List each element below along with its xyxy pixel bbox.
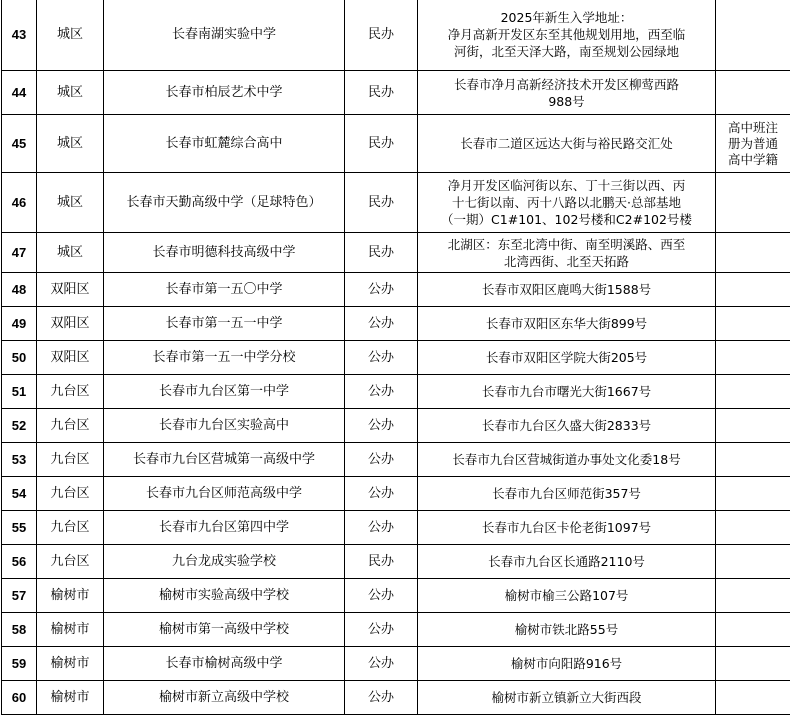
note-cell	[716, 71, 790, 115]
school-type-cell: 公办	[345, 341, 418, 375]
district-cell: 九台区	[37, 409, 104, 443]
row-number: 44	[2, 71, 37, 115]
district-cell: 城区	[37, 71, 104, 115]
address-cell	[418, 443, 716, 477]
school-name-cell: 长春市柏辰艺术中学	[104, 71, 345, 115]
school-name-cell: 长春南湖实验中学	[104, 0, 345, 71]
address-cell	[418, 613, 716, 647]
school-name-cell: 长春市九台区师范高级中学	[104, 477, 345, 511]
district-cell: 城区	[37, 233, 104, 273]
school-type-cell: 公办	[345, 443, 418, 477]
note-cell	[716, 477, 790, 511]
address-line: 长春市双阳区鹿鸣大街1588号	[481, 282, 652, 297]
school-type-cell: 公办	[345, 477, 418, 511]
note-cell	[716, 681, 790, 715]
note-cell	[716, 409, 790, 443]
note-cell	[716, 511, 790, 545]
address-line: 988号	[548, 93, 585, 109]
school-name-cell: 长春市九台区第四中学	[104, 511, 345, 545]
school-name-cell: 榆树市实验高级中学校	[104, 579, 345, 613]
row-number: 60	[2, 681, 37, 715]
row-number: 46	[2, 173, 37, 233]
address-cell	[418, 71, 716, 115]
note-cell	[716, 647, 790, 681]
address-line: 净月开发区临河街以东、丁十三街以西、丙	[447, 178, 686, 193]
district-cell: 双阳区	[37, 273, 104, 307]
address-line: 长春市双阳区东华大街899号	[485, 316, 648, 331]
row-number: 54	[2, 477, 37, 511]
district-cell: 九台区	[37, 511, 104, 545]
address-line: 榆树市向阳路916号	[510, 656, 623, 671]
table-row	[2, 173, 790, 233]
address-cell	[418, 681, 716, 715]
table-row	[2, 409, 790, 443]
address-line: 长春市九台区师范街357号	[492, 486, 641, 501]
address-line: 长春市九台区营城街道办事处文化委18号	[452, 452, 681, 467]
address-line: 榆树市铁北路55号	[514, 622, 619, 637]
note-cell	[716, 613, 790, 647]
note-cell	[716, 307, 790, 341]
note-cell	[716, 0, 790, 71]
row-number: 55	[2, 511, 37, 545]
table-row	[2, 71, 790, 115]
address-line: 长春市二道区远达大街与裕民路交汇处	[460, 136, 673, 151]
address-cell	[418, 409, 716, 443]
note-cell	[716, 173, 790, 233]
school-type-cell: 公办	[345, 613, 418, 647]
note-cell	[716, 375, 790, 409]
district-cell: 双阳区	[37, 307, 104, 341]
table-row	[2, 115, 790, 173]
school-type-cell: 公办	[345, 273, 418, 307]
row-number: 51	[2, 375, 37, 409]
note-cell	[716, 115, 790, 173]
table-row	[2, 477, 790, 511]
address-line: 河街，北至天泽大路，南至规划公园绿地	[453, 44, 679, 59]
table-row	[2, 307, 790, 341]
district-cell: 榆树市	[37, 613, 104, 647]
address-cell	[418, 341, 716, 375]
school-name-cell: 长春市九台区第一中学	[104, 375, 345, 409]
district-cell: 城区	[37, 115, 104, 173]
school-name-cell: 长春市明德科技高级中学	[104, 233, 345, 273]
school-name-cell: 长春市九台区实验高中	[104, 409, 345, 443]
table-row	[2, 511, 790, 545]
district-cell: 榆树市	[37, 681, 104, 715]
row-number: 45	[2, 115, 37, 173]
note-cell	[716, 545, 790, 579]
row-number: 57	[2, 579, 37, 613]
address-line: （一期）C1#101、102号楼和C2#102号楼	[441, 212, 692, 227]
school-name-cell: 长春市第一五一中学分校	[104, 341, 345, 375]
school-name-cell: 长春市九台区营城第一高级中学	[104, 443, 345, 477]
address-line: 十七街以南、丙十八路以北鹏天·总部基地	[452, 195, 681, 210]
row-number: 50	[2, 341, 37, 375]
row-number: 48	[2, 273, 37, 307]
address-line: 长春市九台区卡伦老街1097号	[481, 520, 652, 535]
address-cell	[418, 647, 716, 681]
district-cell: 城区	[37, 0, 104, 71]
school-type-cell: 民办	[345, 233, 418, 273]
school-type-cell: 民办	[345, 0, 418, 71]
note-cell	[716, 341, 790, 375]
table-row	[2, 613, 790, 647]
school-name-cell: 长春市第一五〇中学	[104, 273, 345, 307]
address-line: 2025年新生入学地址：	[500, 10, 633, 25]
school-list-table	[1, 0, 790, 715]
school-type-cell: 公办	[345, 681, 418, 715]
table-row	[2, 579, 790, 613]
row-number: 53	[2, 443, 37, 477]
note-line: 高中班注	[727, 119, 778, 135]
district-cell: 双阳区	[37, 341, 104, 375]
note-line: 册为普通	[727, 135, 778, 151]
row-number: 59	[2, 647, 37, 681]
table-row	[2, 273, 790, 307]
school-type-cell: 民办	[345, 173, 418, 233]
address-cell	[418, 477, 716, 511]
school-name-cell: 榆树市新立高级中学校	[104, 681, 345, 715]
address-line: 长春市九台市曙光大街1667号	[481, 384, 652, 399]
table-body	[2, 0, 790, 715]
address-line: 长春市九台区长通路2110号	[488, 554, 645, 569]
address-cell	[418, 545, 716, 579]
school-type-cell: 民办	[345, 71, 418, 115]
row-number: 58	[2, 613, 37, 647]
table-row	[2, 647, 790, 681]
row-number: 52	[2, 409, 37, 443]
address-cell	[418, 375, 716, 409]
table-row	[2, 233, 790, 273]
district-cell: 城区	[37, 173, 104, 233]
address-cell	[418, 511, 716, 545]
row-number: 47	[2, 233, 37, 273]
note-line: 高中学籍	[727, 151, 778, 167]
note-cell	[716, 233, 790, 273]
row-number: 49	[2, 307, 37, 341]
school-name-cell: 长春市榆树高级中学	[104, 647, 345, 681]
address-cell	[418, 273, 716, 307]
address-line: 榆树市榆三公路107号	[504, 588, 629, 603]
school-name-cell: 长春市天勤高级中学（足球特色）	[104, 173, 345, 233]
school-name-cell: 长春市第一五一中学	[104, 307, 345, 341]
table-row	[2, 0, 790, 71]
address-cell	[418, 307, 716, 341]
address-line: 净月高新开发区东至其他规划用地，西至临	[447, 27, 686, 42]
school-type-cell: 民办	[345, 115, 418, 173]
note-cell	[716, 443, 790, 477]
school-name-cell: 九台龙成实验学校	[104, 545, 345, 579]
address-cell	[418, 233, 716, 273]
address-line: 北湖区：东至北湾中街、南至明溪路、西至	[447, 236, 686, 252]
address-line: 长春市双阳区学院大街205号	[485, 350, 648, 365]
address-line: 长春市九台区久盛大街2833号	[481, 418, 652, 433]
school-type-cell: 公办	[345, 579, 418, 613]
table-row	[2, 681, 790, 715]
address-line: 榆树市新立镇新立大街西段	[491, 690, 642, 705]
school-name-cell: 长春市虹麓综合高中	[104, 115, 345, 173]
school-type-cell: 公办	[345, 647, 418, 681]
table-row	[2, 341, 790, 375]
school-name-cell: 榆树市第一高级中学校	[104, 613, 345, 647]
district-cell: 榆树市	[37, 579, 104, 613]
district-cell: 榆树市	[37, 647, 104, 681]
school-type-cell: 公办	[345, 511, 418, 545]
address-cell	[418, 173, 716, 233]
school-type-cell: 公办	[345, 409, 418, 443]
table-row	[2, 375, 790, 409]
district-cell: 九台区	[37, 545, 104, 579]
address-cell	[418, 0, 716, 71]
table-row	[2, 443, 790, 477]
address-cell	[418, 579, 716, 613]
district-cell: 九台区	[37, 443, 104, 477]
table-row	[2, 545, 790, 579]
note-cell	[716, 273, 790, 307]
school-type-cell: 民办	[345, 545, 418, 579]
school-type-cell: 公办	[345, 307, 418, 341]
address-cell	[418, 115, 716, 173]
district-cell: 九台区	[37, 375, 104, 409]
address-line: 长春市净月高新经济技术开发区柳莺西路	[453, 76, 679, 92]
row-number: 43	[2, 0, 37, 71]
note-cell	[716, 579, 790, 613]
district-cell: 九台区	[37, 477, 104, 511]
row-number: 56	[2, 545, 37, 579]
address-line: 北湾西街、北至天拓路	[503, 253, 629, 269]
school-type-cell: 公办	[345, 375, 418, 409]
